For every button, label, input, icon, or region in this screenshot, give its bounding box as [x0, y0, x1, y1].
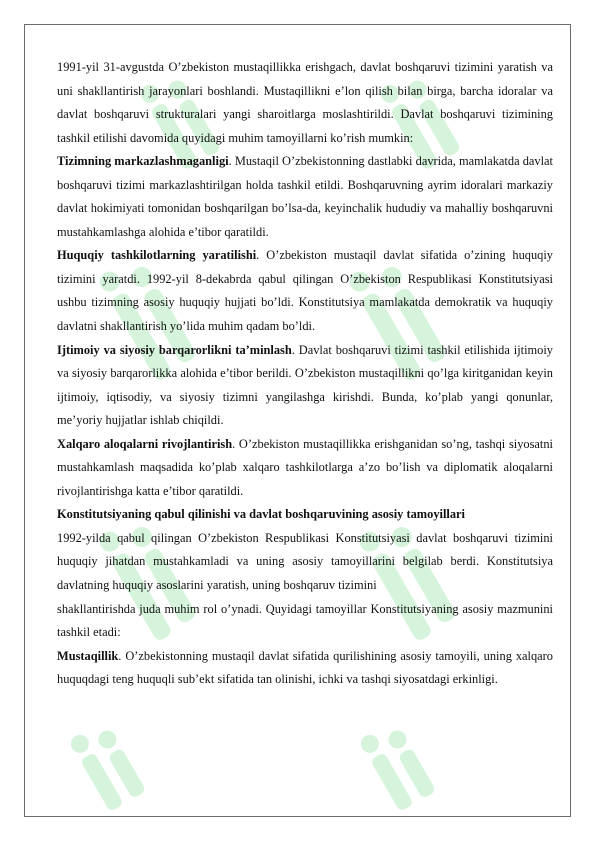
paragraph-constitution-cont: shakllantirishda juda muhim rol o’ynadi. Quyidagi tamoyillar Konstitutsiyaning asosiy mazmunini tashkil etadi:	[57, 601, 553, 640]
document-body	[57, 56, 553, 692]
paragraph-legal-institutions: Huquqiy tashkilotlarning yaratilishi. O’zbekiston mustaqil davlat sifatida o’zining huquqiy tizimini yaratdi. 1992-yil 8-dekabrda qabul qilingan O’zbekiston Respublikasi Konstitutsiyasi ushbu tizimning asosiy huquqiy hujjati bo’ldi. Konstitutsiya mamlakatda demokratik va huquqiy davlatni shakllantirish yo’lida muhim qadam bo’ldi.	[57, 248, 553, 334]
paragraph-constitution: 1992-yilda qabul qilingan O’zbekiston Respublikasi Konstitutsiyasi davlat boshqaruvi tizimini huquqiy jihatdan mustahkamladi va uning asosiy tamoyillarini belgilab berdi. Konstitutsiya davlatning huquqiy asoslarini yaratish, uning boshqaruv tizimini	[57, 530, 553, 593]
paragraph-stability: Ijtimoiy va siyosiy barqarorlikni ta’minlash. Davlat boshqaruvi tizimi tashkil etilishida ijtimoiy va siyosiy barqarorlikka alohida e’tibor berildi. O’zbekiston mustaqillikni qo’lga kiritganidan keyin ijtimoiy, iqtisodiy, va siyosiy tizimni yangilashga kirishdi. Bunda, ko’plab yangi qonunlar, me’yoriy hujjatlar ishlab chiqildi.	[57, 342, 553, 428]
section-heading: Konstitutsiyaning qabul qilinishi va davlat boshqaruvining asosiy tamoyillari	[57, 507, 465, 522]
paragraph-decentralization: Tizimning markazlashmaganligi. Mustaqil O’zbekistonning dastlabki davrida, mamlakatda davlat boshqaruvi tizimi markazlashtirilgan holda tashkil etildi. Boshqaruvning ayrim idoralari markaziy davlat hokimiyati tomonidan boshqarilgan bo’lsa-da, keyinchalik hududiy va mahalliy boshqaruvni mustahkamlashga alohida e’tibor qaratildi.	[57, 154, 553, 239]
paragraph-independence: Mustaqillik. O’zbekistonning mustaqil davlat sifatida qurilishining asosiy tamoyili, uning xalqaro huquqdagi teng huquqli sub’ekt sifatida tan olinishi, ichki va tashqi siyosatdagi erkinligi.	[57, 648, 553, 687]
paragraph-lead: Ijtimoiy va siyosiy barqarorlikni ta’minlash	[57, 342, 292, 357]
paragraph-lead: Xalqaro aloqalarni rivojlantirish	[57, 436, 233, 451]
paragraph-lead: Mustaqillik	[57, 648, 119, 663]
paragraph-lead: Huquqiy tashkilotlarning yaratilishi	[57, 248, 257, 263]
paragraph-international-relations: Xalqaro aloqalarni rivojlantirish. O’zbekiston mustaqillikka erishganidan so’ng, tashqi siyosatni mustahkamlash maqsadida ko’plab xalqaro tashkilotlarga a’zo bo’lish va diplomatik aloqalarni rivojlantirishga katta e’tibor qaratildi.	[57, 436, 553, 498]
paragraph-intro: 1991-yil 31-avgustda O’zbekiston mustaqillikka erishgach, davlat boshqaruvi tizimini yaratish va uni shakllantirish jarayonlari boshlandi. Mustaqillikni e’lon qilish bilan birga, barcha idoralar va davlat boshqaruvi strukturalari yangi sharoitlarga moslashtirildi. Davlat boshqaruvi tizimining tashkil etilishi davomida quyidagi muhim tamoyillarni ko’rish mumkin:	[57, 60, 553, 145]
paragraph-lead: Tizimning markazlashmaganligi	[57, 154, 229, 169]
